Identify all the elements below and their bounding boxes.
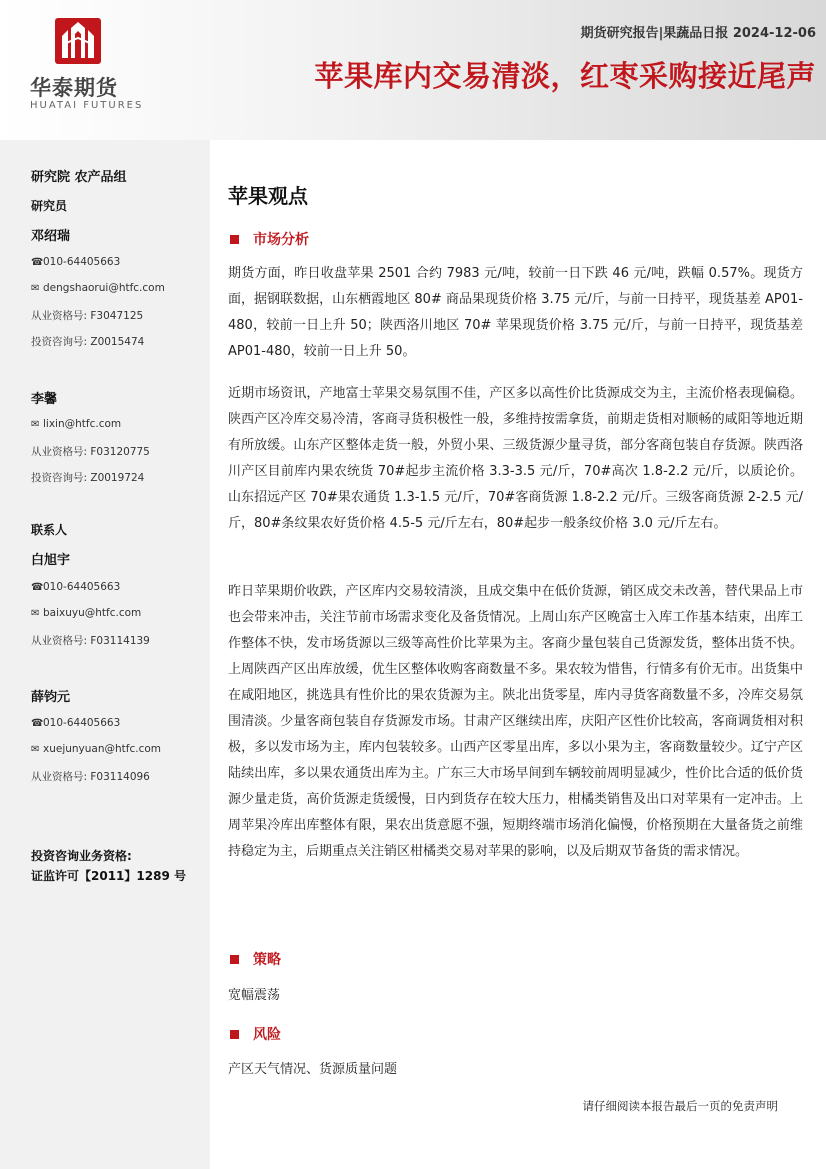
heading-text: 策略 bbox=[253, 952, 281, 968]
bullet-square-icon bbox=[230, 235, 239, 244]
email-text: xuejunyuan@htfc.com bbox=[43, 743, 162, 755]
email-text: baixuyu@htfc.com bbox=[43, 607, 142, 619]
phone-text: 010-64405663 bbox=[43, 717, 121, 729]
envelope-icon: ✉ bbox=[31, 283, 40, 294]
qualification-line: 投资咨询业务资格: bbox=[31, 849, 132, 863]
phone-icon: ☎ bbox=[31, 582, 44, 593]
qualification-license: 证监许可【2011】1289 号 bbox=[31, 869, 186, 883]
contact-name: 薛钧元 bbox=[31, 690, 71, 705]
contact-email[interactable] bbox=[31, 743, 161, 755]
phone-text: 010-64405663 bbox=[43, 581, 121, 593]
researcher-email[interactable] bbox=[31, 282, 165, 294]
researcher-name: 李馨 bbox=[31, 392, 58, 407]
market-paragraph-3: 昨日苹果期价收跌，产区库内交易较清淡，且成交集中在低价货源，销区成交未改善，替代果品上市也会带来冲击，关注节前市场需求变化及备货情况。上周山东产区晚富士入库工作基本结束，出库工作整体不快，发市场货源以三级等高性价比苹果为主。客商少量包装自己货源发货，整体出货不快。上周陕西产区出库放缓，优生区整体收购客商数量不多。果农较为惜售，行情多有价无市。出货集中在咸阳地区，挑选具有性价比的果农货源为主。陕北出货零星，库内寻货客商数量不多，冷库交易氛围清淡。少量客商包装自存货源发市场。甘肃产区继续出库，庆阳产区性价比较高，客商调货相对积极，多以发市场为主，库内包装较多。山西产区零星出库，多以小果为主，客商数量较少。辽宁产区陆续出库，多以果农通货出库为主。广东三大市场早间到车辆较前周明显减少，性价比合适的低价货源少量走货，高价货源走货缓慢，日内到货存在较大压力，柑橘类销售及出口对苹果有一定冲击。上周苹果冷库出库整体有限，果农出货意愿不强，短期终端市场消化偏慢，价格预期在大量备货之前维持稳定为主，后期重点关注销区柑橘类交易对苹果的影响，以及后期双节备货的需求情况。 bbox=[228, 584, 803, 859]
license-number: 从业资格号: F3047125 bbox=[31, 310, 144, 322]
phone-text: 010-64405663 bbox=[43, 256, 121, 268]
license-number: 从业资格号: F03114139 bbox=[31, 635, 150, 647]
page-title: 苹果库内交易清淡，红枣采购接近尾声 bbox=[314, 59, 816, 93]
contact-name: 白旭宇 bbox=[31, 553, 71, 568]
researcher-email[interactable] bbox=[31, 418, 121, 430]
license-number: 从业资格号: F03114096 bbox=[31, 771, 150, 783]
heading-text: 风险 bbox=[253, 1027, 281, 1043]
risk-text: 产区天气情况、货源质量问题 bbox=[228, 1062, 398, 1077]
envelope-icon: ✉ bbox=[31, 744, 40, 755]
envelope-icon: ✉ bbox=[31, 419, 40, 430]
envelope-icon: ✉ bbox=[31, 608, 40, 619]
researcher-name: 邓绍瑞 bbox=[31, 229, 71, 244]
contact-phone bbox=[31, 717, 120, 729]
report-header bbox=[0, 0, 826, 140]
researcher-phone bbox=[31, 256, 120, 268]
heading-text: 市场分析 bbox=[253, 232, 309, 248]
strategy-heading bbox=[230, 949, 281, 969]
logo-english-text: HUATAI FUTURES bbox=[30, 100, 144, 111]
researcher-role-label: 研究员 bbox=[31, 199, 68, 213]
report-meta: 期货研究报告|果蔬品日报 2024-12-06 bbox=[580, 26, 816, 41]
department-label: 研究院 农产品组 bbox=[31, 170, 127, 185]
email-text: lixin@htfc.com bbox=[43, 418, 122, 430]
market-paragraph-1: 期货方面，昨日收盘苹果 2501 合约 7983 元/吨，较前一日下跌 46 元/吨，跌幅 0.57%。现货方面，据钢联数据，山东栖霞地区 80# 商品果现货价格 3.75 元/斤，与前一日持平，现货基差 AP01-480，较前一日上升 50；陕西洛川地区 70# 苹果现货价格 3.75 元/斤，与前一日持平，现货基差 AP01-480，较前一日上升 50。 bbox=[228, 266, 803, 359]
huatai-logo-icon bbox=[55, 18, 101, 64]
email-text: dengshaorui@htfc.com bbox=[43, 282, 165, 294]
consult-number: 投资咨询号: Z0019724 bbox=[31, 472, 145, 484]
consult-number: 投资咨询号: Z0015474 bbox=[31, 336, 145, 348]
phone-icon: ☎ bbox=[31, 718, 44, 729]
contact-email[interactable] bbox=[31, 607, 141, 619]
contact-role-label: 联系人 bbox=[31, 523, 68, 537]
license-number: 从业资格号: F03120775 bbox=[31, 446, 150, 458]
bullet-square-icon bbox=[230, 955, 239, 964]
contact-phone bbox=[31, 581, 120, 593]
market-analysis-heading bbox=[230, 229, 309, 249]
bullet-square-icon bbox=[230, 1030, 239, 1039]
section-title: 苹果观点 bbox=[228, 184, 308, 208]
logo-chinese-text: 华泰期货 bbox=[30, 76, 118, 100]
market-paragraph-2: 近期市场资讯，产地富士苹果交易氛围不佳，产区多以高性价比货源成交为主，主流价格表现偏稳。陕西产区冷库交易冷清，客商寻货积极性一般，多维持按需拿货，前期走货相对顺畅的咸阳等地近期有所放缓。山东产区整体走货一般，外贸小果、三级货源少量寻货，部分客商包装自存货源。陕西洛川产区目前库内果农统货 70#起步主流价格 3.3-3.5 元/斤，70#高次 1.8-2.2 元/斤，以质论价。 山东招远产区 70#果农通货 1.3-1.5 元/斤，70#客商货源 1.8-2.2 元/斤。三级客商货源 2-2.5 元/斤，80#条纹果农好货价格 4.5-5 元/斤左右，80#起步一般条纹价格 3.0 元/斤左右。 bbox=[228, 386, 803, 531]
phone-icon: ☎ bbox=[31, 257, 44, 268]
strategy-text: 宽幅震荡 bbox=[228, 988, 281, 1003]
author-sidebar bbox=[0, 140, 210, 1169]
disclaimer-note: 请仔细阅读本报告最后一页的免责声明 bbox=[582, 1099, 778, 1113]
risk-heading bbox=[230, 1024, 281, 1044]
